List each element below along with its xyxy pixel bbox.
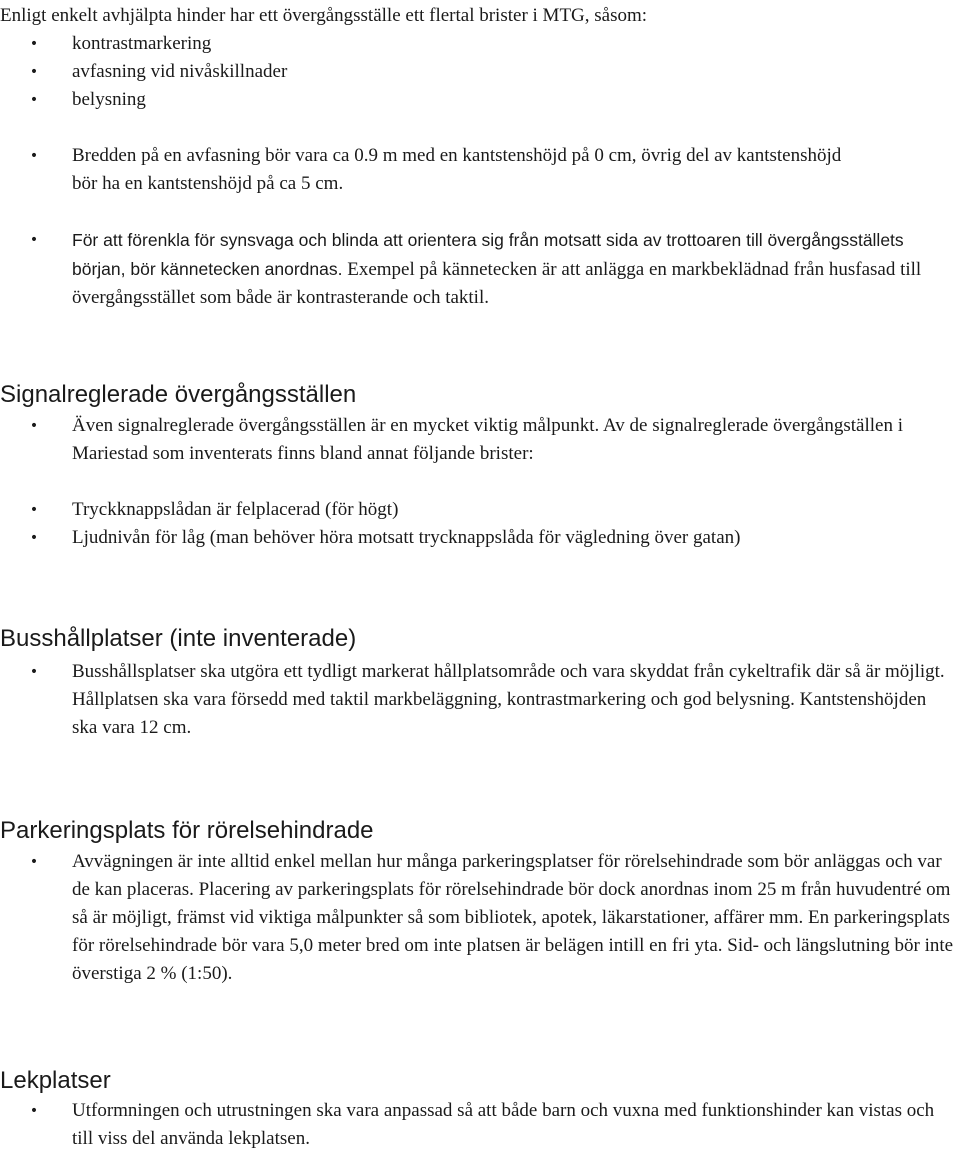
spacer xyxy=(0,198,960,226)
bullet-icon: • xyxy=(29,530,39,546)
section-heading-parkeringsplats: Parkeringsplats för rörelsehindrade xyxy=(0,817,374,844)
list-item: • avfasning vid nivåskillnader xyxy=(0,58,960,86)
section-heading-busshallplatser: Busshållplatser (inte inventerade) xyxy=(0,625,357,652)
bullet-icon: • xyxy=(29,502,39,518)
list-item: • belysning xyxy=(0,86,960,114)
bullet-icon: • xyxy=(29,64,39,80)
list-item: • För att förenkla för synsvaga och blinda att orientera sig från motsatt sida av trottoaren till övergångsställets början, bör kännetecken anordnas. Exempel på kännetecken är att anlägga en markbeklädnad från husfasad till övergångsstället som både är kontrasterande och taktil. xyxy=(0,226,960,312)
bullet-icon: • xyxy=(29,854,39,870)
list-item: • Bredden på en avfasning bör vara ca 0.9 m med en kantstenshöjd på 0 cm, övrig del av kantstenshöjd bör ha en kantstenshöjd på ca 5 cm. xyxy=(0,142,960,198)
bullet-icon: • xyxy=(29,148,39,164)
intro-paragraph: Enligt enkelt avhjälpta hinder har ett övergångsställe ett flertal brister i MTG, såsom: xyxy=(0,5,648,26)
list-item: • Avvägningen är inte alltid enkel mellan hur många parkeringsplatser för rörelsehindrade som bör anläggas och var de kan placeras. Placering av parkeringsplats för rörelsehindrade bör dock anordnas inom 25 m från huvudentré om så är möjligt, främst vid viktiga målpunkter så som bibliotek, apotek, läkarstationer, affärer mm. En parkeringsplats för rörelsehindrade bör vara 5,0 meter bred om inte platsen är belägen intill en fri yta. Sid- och längslutning bör inte överstiga 2 % (1:50). xyxy=(0,848,960,988)
lek-list xyxy=(0,1097,960,1153)
signal-list xyxy=(0,412,960,552)
bullet-icon: • xyxy=(29,664,39,680)
section-heading-signalreglerade: Signalreglerade övergångsställen xyxy=(0,381,357,408)
bullet-icon: • xyxy=(29,92,39,108)
spacer xyxy=(0,114,960,142)
list-item: • Även signalreglerade övergångsställen är en mycket viktig målpunkt. Av de signalreglerade övergångställen i Mariestad som inventerats finns bland annat följande brister: xyxy=(0,412,960,468)
spacer xyxy=(0,468,960,496)
section-heading-lekplatser: Lekplatser xyxy=(0,1067,111,1094)
list-item: • Busshållsplatser ska utgöra ett tydligt markerat hållplatsområde och vara skyddat från cykeltrafik där så är möjligt. Hållplatsen ska vara försedd med taktil markbeläggning, kontrastmarkering och god belysning. Kantstenshöjden ska vara 12 cm. xyxy=(0,658,960,742)
bullet-icon: • xyxy=(29,36,39,52)
bullet-icon: • xyxy=(29,232,39,248)
bullet-icon: • xyxy=(29,418,39,434)
mtg-deficiency-list xyxy=(0,30,960,312)
list-item: • Utformningen och utrustningen ska vara anpassad så att både barn och vuxna med funktionshinder kan vistas och till viss del använda lekplatsen. xyxy=(0,1097,960,1153)
list-item: • Tryckknappslådan är felplacerad (för högt) xyxy=(0,496,960,524)
bullet-icon: • xyxy=(29,1103,39,1119)
list-item: • Ljudnivån för låg (man behöver höra motsatt trycknappslåda för vägledning över gatan) xyxy=(0,524,960,552)
parkering-list xyxy=(0,848,960,988)
buss-list xyxy=(0,658,960,742)
list-item: • kontrastmarkering xyxy=(0,30,960,58)
